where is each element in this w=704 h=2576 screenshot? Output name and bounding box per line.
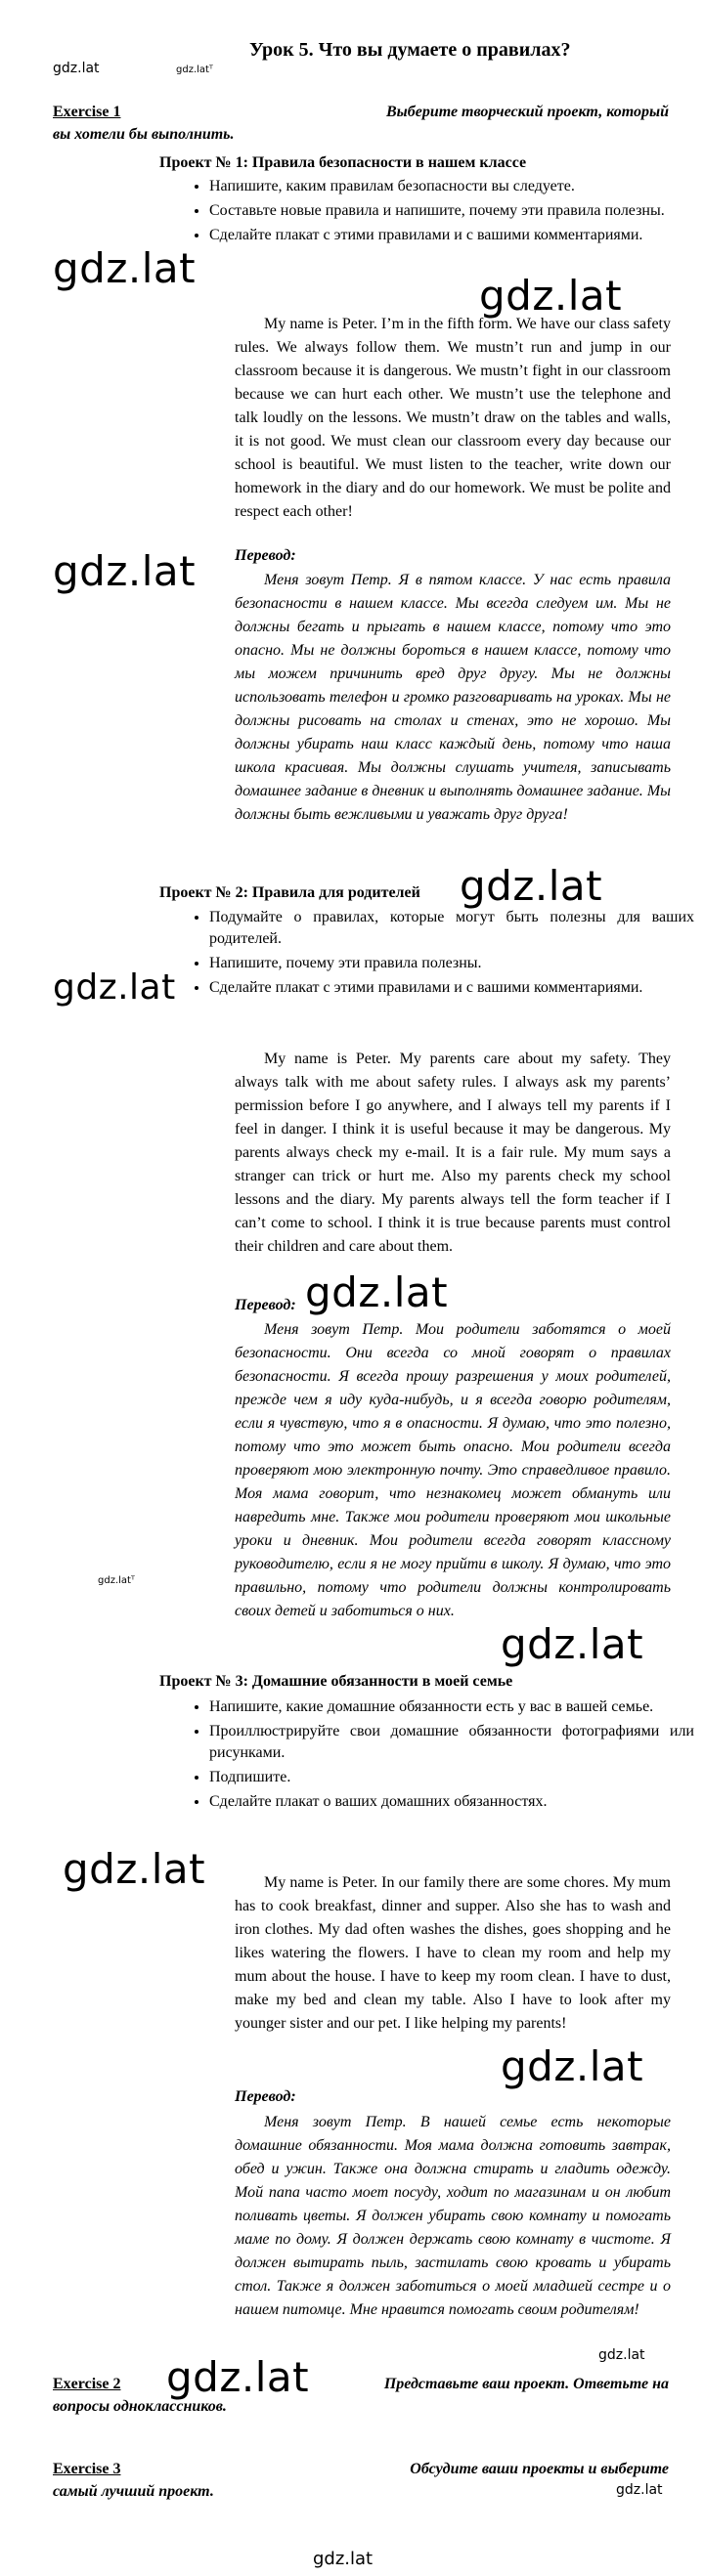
watermark: gdz.lat bbox=[501, 1620, 644, 1668]
list-item: • Сделайте плакат с этими правилами и с вашими комментариями. bbox=[209, 225, 694, 246]
project-1-translation: Меня зовут Петр. Я в пятом классе. У нас есть правила безопасности в нашем классе. Мы всегда следуем им. Мы не должны бегать и прыгать в нашем классе, потому что это опасно. Мы не должны бороться в нашем классе, потому что мы можем причинить вред друг другу. Мы не должны использовать телефон и громко разговаривать на уроках. Мы не должны рисовать на столах и стенах, это не хорошо. Мы должны убирать наш класс каждый день, потому что наша школа красивая. Мы должны слушать учителя, записывать домашнее задание в дневник и выполнять домашнее задание. Мы должны быть вежливыми и уважать друг друга! bbox=[235, 572, 671, 823]
project-2-translation-label: Перевод: bbox=[235, 1297, 296, 1313]
watermark: gdz.latᵀ bbox=[98, 1575, 135, 1586]
list-item: • Сделайте плакат о ваших домашних обязанностях. bbox=[209, 1791, 694, 1813]
watermark: gdz.lat bbox=[313, 2549, 374, 2569]
project-3-bullets bbox=[186, 1696, 694, 1816]
project-1-translation-label: Перевод: bbox=[235, 547, 296, 564]
watermark: gdz.latᵀ bbox=[176, 64, 213, 75]
list-item: • Напишите, каким правилам безопасности вы следуете. bbox=[209, 176, 694, 197]
watermark: gdz.lat bbox=[53, 547, 197, 595]
watermark: gdz.lat bbox=[305, 1268, 449, 1316]
watermark: gdz.lat bbox=[479, 272, 623, 320]
project-3-text: My name is Peter. In our family there are some chores. My mum has to cook breakfast, dinner and supper. Also she has to wash and iron clothes. My dad often washes the dishes, goes shopping and he likes watering the flowers. I have to clean my room and help my mum about the house. I have to keep my room clean. I have to dust, make my bed and clean my table. Also I have to look after my younger sister and our pet. I like helping my parents! bbox=[235, 1874, 671, 2032]
list-item: • Напишите, почему эти правила полезны. bbox=[209, 953, 694, 974]
project-2-bullets bbox=[186, 907, 694, 1002]
project-1-text: My name is Peter. I’m in the fifth form. We have our class safety rules. We always follow them. We mustn’t run and jump in our classroom because it is dangerous. We mustn’t fight in our classroom because we can hurt each other. We mustn’t use the telephone and talk loudly on the lessons. We mustn’t draw on the tables and walls, it is not good. We must clean our classroom every day because our school is beautiful. We must listen to the teacher, write down our homework in the diary and do our homework. We must be polite and respect each other! bbox=[235, 316, 671, 520]
project-2-translation: Меня зовут Петр. Мои родители заботятся о моей безопасности. Они всегда со мной говорят о правилах безопасности. Я всегда прошу разрешения у моих родителей, прежде чем я иду куда-нибудь, и я всегда говорю родителям, если я чувствую, что я в опасности. Я думаю, что это полезно, потому что это может быть опасно. Мои родители всегда проверяют мою электронную почту. Это справедливое правило. Моя мама говорит, что незнакомец может обмануть или навредить мне. Также мои родители проверяют мои школьные уроки и дневник. Мои родители всегда говорят классному руководителю, если я не могу прийти в школу. Я думаю, что это правильно, потому что родители должны контролировать своих детей и заботиться о них. bbox=[235, 1321, 671, 1619]
list-item: • Подпишите. bbox=[209, 1767, 694, 1788]
project-2-text: My name is Peter. My parents care about my safety. They always talk with me about safety rules. I always ask my parents’ permission before I go anywhere, and I always tell my parents if I feel in danger. I think it is useful because it may be dangerous. My parents always check my e-mail. It is a fair rule. My mum says a stranger can trick or hurt me. Also my parents check my school lessons and the diary. My parents always tell the form teacher if I can’t come to school. I think it is true because parents must control their children and care about them. bbox=[235, 1051, 671, 1255]
list-item: • Подумайте о правилах, которые могут быть полезны для ваших родителей. bbox=[209, 907, 694, 950]
project-3-heading: Проект № 3: Домашние обязанности в моей семье bbox=[159, 1673, 513, 1690]
exercise-2-label: Exercise 2 bbox=[53, 2376, 121, 2392]
project-3-translation: Меня зовут Петр. В нашей семье есть некоторые домашние обязанности. Моя мама должна готовить завтрак, обед и ужин. Также она должна стирать и гладить одежду. Мой папа часто моет посуду, ходит по магазинам и он любит поливать цветы. Я должен убирать свою комнату и помогать маме по дому. Я должен держать свою комнату в чистоте. Я должен вытирать пыль, застилать свою кровать и убирать стол. Также я должен заботиться о моей младшей сестре и о нашем питомце. Мне нравится помогать своим родителям! bbox=[235, 2114, 671, 2318]
watermark: gdz.lat bbox=[53, 244, 197, 292]
watermark: gdz.lat bbox=[63, 1845, 206, 1893]
watermark: gdz.lat bbox=[501, 2042, 644, 2090]
exercise-3-label: Exercise 3 bbox=[53, 2461, 121, 2477]
exercise-2-instruction-cont: вопросы одноклассников. bbox=[53, 2398, 227, 2415]
watermark: gdz.lat bbox=[53, 967, 176, 1008]
exercise-2 bbox=[53, 2373, 669, 2418]
watermark: gdz.lat bbox=[460, 862, 603, 910]
project-2-heading: Проект № 2: Правила для родителей bbox=[159, 884, 420, 901]
list-item: • Напишите, какие домашние обязанности есть у вас в вашей семье. bbox=[209, 1696, 694, 1718]
list-item: • Проиллюстрируйте свои домашние обязанности фотографиями или рисунками. bbox=[209, 1721, 694, 1764]
page-title: Урок 5. Что вы думаете о правилах? bbox=[249, 39, 571, 61]
list-item: • Сделайте плакат с этими правилами и с вашими комментариями. bbox=[209, 977, 694, 999]
exercise-1-instruction-cont: вы хотели бы выполнить. bbox=[53, 126, 235, 143]
exercise-1-label: Exercise 1 bbox=[53, 104, 121, 120]
project-1-heading: Проект № 1: Правила безопасности в нашем классе bbox=[159, 154, 527, 171]
list-item: • Составьте новые правила и напишите, почему эти правила полезны. bbox=[209, 200, 694, 222]
exercise-3 bbox=[53, 2458, 669, 2503]
watermark: gdz.lat bbox=[616, 2482, 663, 2498]
watermark: gdz.lat bbox=[166, 2353, 310, 2401]
exercise-3-instruction-cont: самый лучший проект. bbox=[53, 2483, 214, 2500]
project-3-translation-label: Перевод: bbox=[235, 2088, 296, 2105]
exercise-1-instruction: Выберите творческий проект, который bbox=[385, 104, 669, 120]
project-1-bullets bbox=[186, 176, 694, 249]
watermark: gdz.lat bbox=[53, 61, 100, 76]
exercise-3-instruction: Обсудите ваши проекты и выберите bbox=[410, 2461, 669, 2477]
exercise-1 bbox=[53, 101, 669, 146]
watermark: gdz.lat bbox=[598, 2347, 645, 2363]
exercise-2-instruction: Представьте ваш проект. Ответьте на bbox=[383, 2376, 669, 2392]
